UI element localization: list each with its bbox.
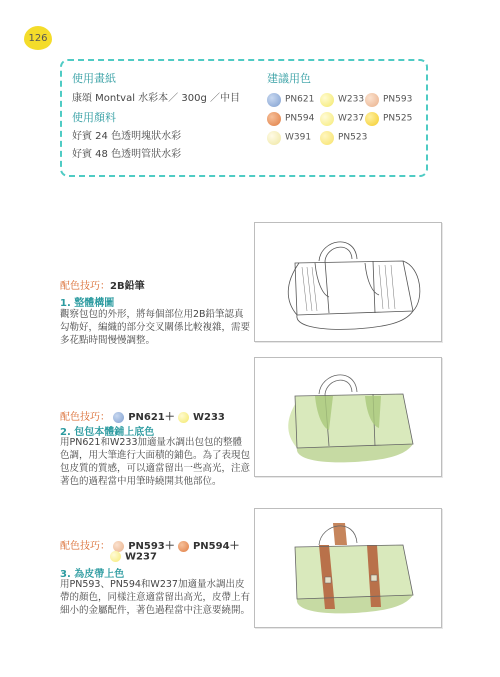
sketch-green-bag	[254, 357, 442, 477]
page-number: 126	[28, 32, 48, 44]
swatch-pn523: PN523	[320, 127, 367, 146]
color-swatch-icon	[320, 131, 334, 145]
step2-text: 用PN621和W233加適量水調出包包的整體色調，用大筆進行大面積的鋪色。為了表現包包皮質的質感，可以適當留出一些高光，注意著色的過程當中用筆時繞開其他部位。	[60, 437, 251, 487]
materials-box	[60, 59, 428, 177]
sketch-pencil-bag	[254, 222, 442, 342]
paint-heading: 使用顏料	[72, 111, 116, 124]
paint-line-2: 好賓 48 色透明管狀水彩	[72, 149, 182, 160]
step1-text: 觀察包包的外形，將每個部位用2B鉛筆認真勾勒好，編織的部分交叉關係比較複雜，需要多花點時間慢慢調整。	[60, 309, 251, 346]
step1-tech-line: 配色技巧：2B鉛筆	[60, 281, 145, 292]
color-swatch-icon	[267, 93, 281, 107]
step3-title: 3. 為皮帶上色	[60, 569, 125, 580]
page-number-badge	[24, 26, 52, 50]
color-swatch-icon	[365, 112, 379, 126]
paint-line-1: 好賓 24 色透明塊狀水彩	[72, 131, 182, 142]
swatch-w237: W237	[320, 108, 364, 127]
step3-tech-line-2: W237	[110, 551, 157, 563]
step1-title: 1. 整體構圖	[60, 298, 115, 309]
pn594-swatch-icon	[178, 541, 189, 552]
color-swatch-icon	[320, 112, 334, 126]
step2-tech-line: 配色技巧： PN621＋ W233	[60, 412, 225, 423]
step2-title: 2. 包包本體鋪上底色	[60, 427, 155, 438]
color-swatch-icon	[320, 93, 334, 107]
paper-heading: 使用畫紙	[72, 72, 116, 85]
pn621-swatch-icon	[113, 412, 124, 423]
color-swatch-icon	[365, 93, 379, 107]
swatch-pn593: PN593	[365, 89, 412, 108]
step1-tech-value: 2B鉛筆	[110, 281, 145, 292]
sketch-strap-bag	[254, 508, 442, 628]
swatch-w233: W233	[320, 89, 364, 108]
color-swatch-icon	[267, 112, 281, 126]
swatch-pn594: PN594	[267, 108, 314, 127]
w233-swatch-icon	[178, 412, 189, 423]
step3-text: 用PN593、PN594和W237加適量水調出皮帶的顏色，同樣注意適當留出高光，皮帶上有細小的金屬配件，著色過程當中注意要繞開。	[60, 579, 251, 616]
swatch-pn525: PN525	[365, 108, 412, 127]
pn593-swatch-icon	[113, 541, 124, 552]
w237-swatch-icon	[110, 551, 121, 562]
swatch-pn621: PN621	[267, 89, 314, 108]
colors-heading: 建議用色	[267, 72, 311, 85]
color-swatch-icon	[267, 131, 281, 145]
paper-text: 康頌 Montval 水彩本／ 300g ／中目	[72, 93, 240, 104]
swatch-w391: W391	[267, 127, 311, 146]
step3-tech-line: 配色技巧： PN593＋ PN594＋	[60, 541, 240, 552]
